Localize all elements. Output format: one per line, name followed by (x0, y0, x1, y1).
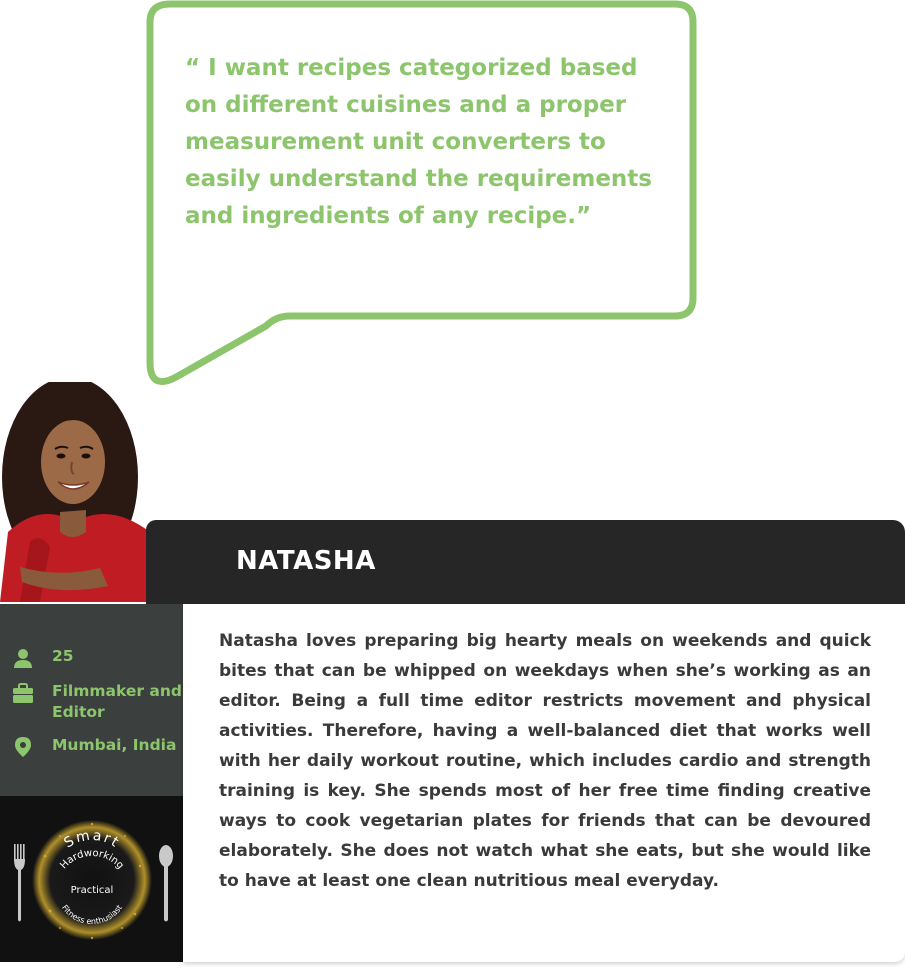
persona-bio-card (183, 604, 905, 962)
persona-location: Mumbai, India (52, 736, 177, 754)
persona-name: NATASHA (236, 546, 376, 576)
fork-icon (14, 844, 25, 922)
persona-photo (0, 382, 150, 602)
traits-badge-panel (0, 796, 183, 962)
spoon-icon (159, 845, 173, 922)
age-row (12, 646, 182, 669)
persona-header (146, 520, 905, 604)
persona-age: 25 (52, 647, 74, 665)
occupation-row (12, 681, 182, 723)
badge-word-smart: Smart (61, 827, 123, 852)
location-row (12, 735, 182, 758)
badge-word-practical: Practical (70, 885, 114, 896)
user-icon (12, 647, 34, 669)
persona-quote: “ I want recipes categorized based on different cuisines and a proper measurement unit converters to easily understand the requirements and ingredients of any recipe.” (185, 55, 652, 229)
persona-occupation: Filmmaker and Editor (52, 682, 183, 721)
persona-bio: Natasha loves preparing big hearty meals on weekends and quick bites that can be whipped on weekdays when she’s working as an editor. Being a full time editor restricts movement and physical activities. Therefore, having a well-balanced diet that works well with her daily workout routine, which includes cardio and strength training is key. She spends most of her free time finding creative ways to cook vegetarian plates for friends that can be devoured elaborately. She does not watch what she eats, but she would like to have at least one clean nutritious meal everyday. (219, 631, 871, 891)
location-pin-icon (12, 736, 34, 758)
briefcase-icon (12, 682, 34, 704)
badge-word-hardworking: Hardworking (58, 847, 126, 872)
badge-word-fitness: Fitness enthusiast (59, 903, 125, 927)
persona-info-panel (0, 604, 183, 796)
